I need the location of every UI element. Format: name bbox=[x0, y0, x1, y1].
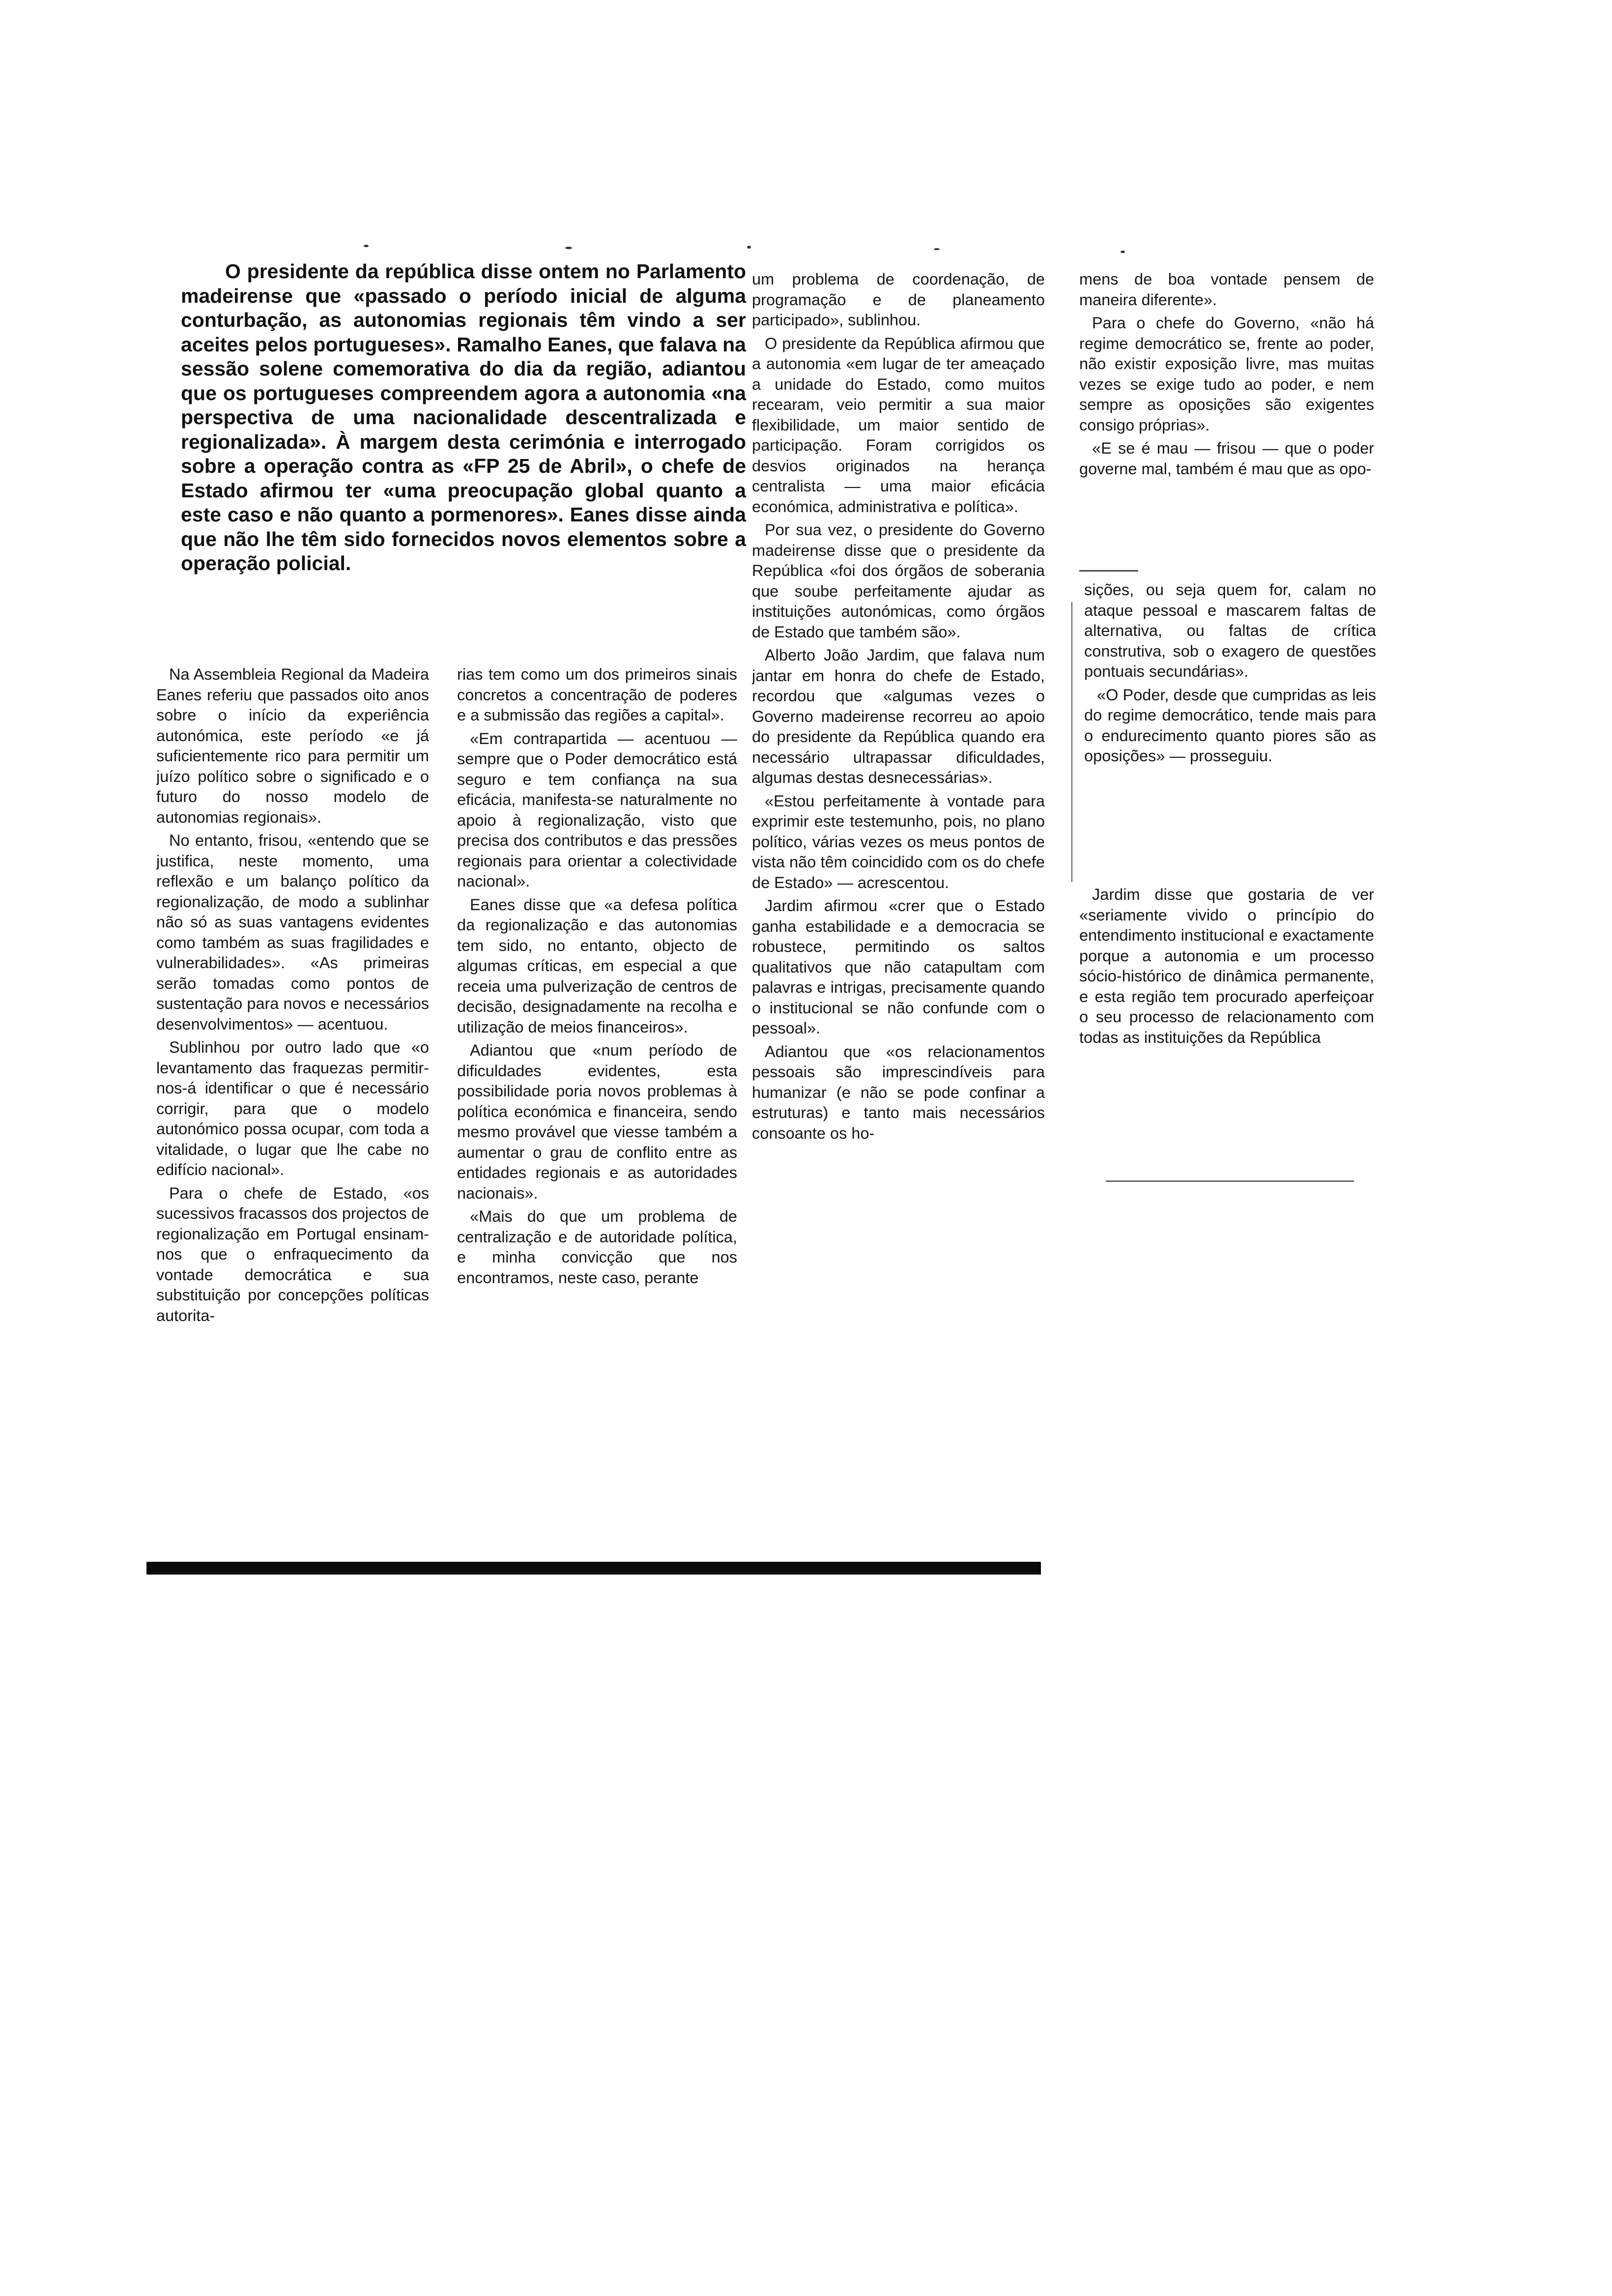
article-column-1 bbox=[156, 664, 429, 1554]
paragraph: Jardim afirmou «crer que o Estado ganha estabilidade e a democracia se robustece, permitindo os saltos qualitativos que não catapultam com palavras e intrigas, precisamente quando o institucional se não confunde com o pessoal». bbox=[752, 897, 1045, 1037]
paragraph: O presidente da República afirmou que a autonomia «em lugar de ter ameaçado a unidade do Estado, como muitos recearam, veio permitir a sua maior flexibilidade, um maior sentido de participação. Foram corrigidos os desvios originados na herança centralista — uma maior eficácia económica, administrativa e política». bbox=[752, 334, 1045, 516]
column-rule bbox=[1071, 602, 1072, 882]
paragraph: rias tem como um dos primeiros sinais concretos a concentração de poderes e a submissão das regiões a capital». bbox=[457, 665, 737, 724]
article-column-4-middle bbox=[1084, 580, 1376, 875]
scan-speck bbox=[1121, 251, 1125, 253]
paragraph: Eanes disse que «a defesa política da regionalização e das autonomias tem sido, no entanto, objecto de algumas críticas, em especial a que receia uma pulverização de centros de decisão, designadamente na recolha e utilização de meios financeiros». bbox=[457, 895, 737, 1036]
paragraph: Sublinhou por outro lado que «o levantamento das fraquezas permitir-nos-á identificar o que é necessário corrigir, para que o modelo autonómico possa ocupar, com toda a vitalidade, o lugar que lhe cabe no edifício nacional». bbox=[156, 1038, 429, 1178]
paragraph: «Em contrapartida — acentuou — sempre que o Poder democrático está seguro e tem confiança na sua eficácia, manifesta-se naturalmente no apoio à regionalização, visto que precisa dos contributos e das pressões regionais para orientar a colectividade nacional». bbox=[457, 729, 737, 890]
paragraph: Por sua vez, o presidente do Governo madeirense disse que o presidente da República «foi dos órgãos de soberania que soube perfeitamente ajudar as instituições autonómicas, como órgãos de Estado que também são». bbox=[752, 521, 1045, 641]
article-column-3 bbox=[752, 269, 1045, 1565]
paragraph: Alberto João Jardim, que falava num jantar em honra do chefe de Estado, recordou que «algumas vezes o Governo madeirense recorreu ao apoio do presidente da República quando era necessário ultrapassar dificuldades, algumas destas desnecessárias». bbox=[752, 646, 1045, 786]
bottom-rule bbox=[146, 1562, 1041, 1575]
paragraph: Adiantou que «num período de dificuldades evidentes, esta possibilidade poria novos problemas à política económica e financeira, sendo mesmo provável que viesse também a aumentar o grau de conflito entre as entidades regionais e as autoridades nacionais». bbox=[457, 1041, 737, 1202]
paragraph: «E se é mau — frisou — que o poder governe mal, também é mau que as opo- bbox=[1079, 439, 1374, 478]
article-column-2 bbox=[457, 664, 737, 1554]
scan-speck bbox=[934, 248, 940, 250]
paragraph: Jardim disse que gostaria de ver «seriamente vivido o princípio do entendimento institucional e exactamente porque a autonomia e um processo sócio-histórico de dinâmica permanente, e esta região tem procurado aperfeiçoar o seu processo de relacionamento com todas as instituições da República bbox=[1079, 886, 1374, 1046]
end-rule bbox=[1106, 1180, 1354, 1182]
paragraph: mens de boa vontade pensem de maneira diferente». bbox=[1079, 270, 1374, 309]
paragraph: sições, ou seja quem for, calam no ataque pessoal e mascarem faltas de alternativa, ou faltas de crítica construtiva, sob o exagero de questões pontuais secundárias». bbox=[1084, 581, 1376, 680]
paragraph: No entanto, frisou, «entendo que se justifica, neste momento, uma reflexão e um balanço político da regionalização, de modo a sublinhar não só as suas vantagens evidentes como também as suas fragilidades e vulnerabilidades». «As primeiras serão tomadas como pontos de sustentação para novos e necessários desenvolvimentos» — acentuou. bbox=[156, 832, 429, 1033]
scan-speck bbox=[565, 247, 572, 249]
paragraph: Para o chefe de Estado, «os sucessivos fracassos dos projectos de regionalização em Portugal ensinam-nos que o enfraquecimento da vontade democrática e sua substituição por concepções políticas autorita- bbox=[156, 1184, 429, 1324]
scan-speck bbox=[364, 245, 369, 247]
paragraph: Adiantou que «os relacionamentos pessoais são imprescindíveis para humanizar (e não se pode confinar a estruturas) e tanto mais necessários consoante os ho- bbox=[752, 1042, 1045, 1142]
paragraph: «Estou perfeitamente à vontade para exprimir este testemunho, pois, no plano político, várias vezes os meus pontos de vista não têm coincidido com os do chefe de Estado» — acrescentou. bbox=[752, 792, 1045, 891]
paragraph: «O Poder, desde que cumpridas as leis do regime democrático, tende mais para o endurecimento quanto piores são as oposições» — prosseguiu. bbox=[1084, 686, 1376, 765]
paragraph: Na Assembleia Regional da Madeira Eanes referiu que passados oito anos sobre o início da experiência autonómica, este período «e já suficientemente rico para permitir um juízo político sobre o significado e o futuro do nosso modelo de autonomias regionais». bbox=[156, 665, 429, 826]
article-column-4-bottom bbox=[1079, 885, 1374, 1179]
column-divider bbox=[1079, 570, 1138, 572]
paragraph: «Mais do que um problema de centralização e de autoridade política, e minha convicção que nos encontramos, neste caso, perante bbox=[457, 1207, 737, 1287]
paragraph: Para o chefe do Governo, «não há regime democrático se, frente ao poder, não existir exposição livre, mas muitas vezes se exige tudo ao poder, e nem sempre as oposições são exigentes consigo próprias». bbox=[1079, 314, 1374, 434]
paragraph: um problema de coordenação, de programação e de planeamento participado», sublinhou. bbox=[752, 270, 1045, 329]
article-column-4-top bbox=[1079, 269, 1374, 569]
article-lead: O presidente da república disse ontem no Parlamento madeirense que «passado o período inicial de alguma conturbação, as autonomias regionais têm vindo a ser aceites pelos portugueses». Ramalho Eanes, que falava na sessão solene comemorativa do dia da região, adiantou que os portugueses compreendem agora a autonomia «na perspectiva de uma nacionalidade descentralizada e regionalizada». À margem desta cerimónia e interrogado sobre a operação contra as «FP 25 de Abril», o chefe de Estado afirmou ter «uma preocupação global quanto a este caso e não quanto a pormenores». Eanes disse ainda que não lhe têm sido fornecidos novos elementos sobre a operação policial. bbox=[181, 260, 746, 574]
scan-speck bbox=[747, 246, 751, 249]
